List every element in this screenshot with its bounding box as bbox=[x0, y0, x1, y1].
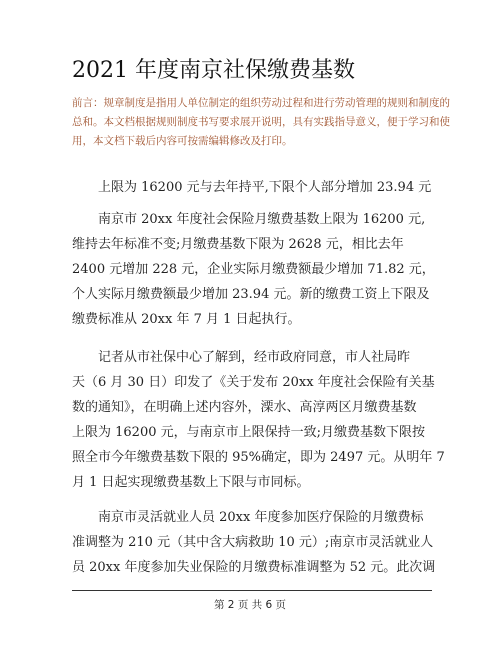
page-number: 第 2 页 共 6 页 bbox=[213, 599, 287, 611]
paragraph-2 bbox=[72, 207, 435, 332]
paragraph-line: 南京市 20xx 年度社会保险月缴费基数上限为 16200 元, bbox=[98, 212, 426, 227]
paragraph-line: 准调整为 210 元（其中含大病救助 10 元）;南京市灵活就业人 bbox=[72, 535, 434, 550]
paragraph-line: 个人实际月缴费额最少增加 23.94 元。新的缴费工资上下限及 bbox=[72, 287, 430, 302]
paragraph-line: 员 20xx 年度参加失业保险的月缴费标准调整为 52 元。此次调 bbox=[72, 560, 436, 575]
paragraph-line: 维持去年标准不变;月缴费基数下限为 2628 元，相比去年 bbox=[72, 237, 404, 252]
paragraph-line: 记者从市社保中心了解到，经市政府同意，市人社局昨 bbox=[98, 350, 411, 365]
paragraph-line: 缴费标准从 20xx 年 7 月 1 日起执行。 bbox=[72, 312, 301, 327]
footer-divider bbox=[72, 590, 432, 591]
preface-line: 前言：规章制度是指用人单位制定的组织劳动过程和进行劳动管理的规则和制度的 bbox=[72, 97, 450, 109]
preface-line: 总和。本文档根据规则制度书写要求展开说明，具有实践指导意义，便于学习和使 bbox=[72, 116, 450, 128]
paragraph-4 bbox=[72, 505, 436, 580]
paragraph-line: 上限为 16200 元，与南京市上限保持一致;月缴费基数下限按 bbox=[72, 425, 425, 440]
paragraph-line: 照全市今年缴费基数下限的 95%确定，即为 2497 元。从明年 7 bbox=[72, 450, 445, 465]
paragraph-line: 上限为 16200 元与去年持平,下限个人部分增加 23.94 元 bbox=[98, 180, 432, 195]
document-title: 2021 年度南京社保缴费基数 bbox=[72, 58, 355, 83]
preface-block bbox=[72, 94, 450, 151]
paragraph-1 bbox=[72, 175, 432, 200]
paragraph-line: 天（6 月 30 日）印发了《关于发布 20xx 年度社会保险有关基 bbox=[72, 375, 435, 390]
paragraph-line: 2400 元增加 228 元，企业实际月缴费额最少增加 71.82 元， bbox=[72, 262, 435, 277]
paragraph-line: 数的通知》，在明确上述内容外，溧水、高淳两区月缴费基数 bbox=[72, 400, 417, 415]
paragraph-line: 南京市灵活就业人员 20xx 年度参加医疗保险的月缴费标 bbox=[98, 510, 424, 525]
paragraph-3 bbox=[72, 345, 445, 495]
preface-line: 用，本文档下载后内容可按需编辑修改及打印。 bbox=[72, 135, 293, 147]
paragraph-line: 月 1 日起实现缴费基数上下限与市同标。 bbox=[72, 475, 310, 490]
